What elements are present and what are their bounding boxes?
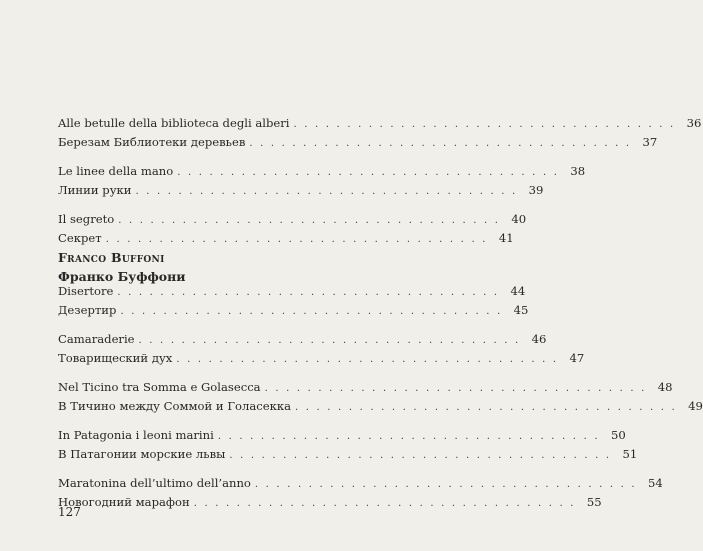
entry-title: В Патагонии морские львы	[58, 447, 226, 461]
entry-title: Березам Библиотеки деревьев	[58, 135, 246, 149]
entry-page: 46	[531, 332, 547, 346]
toc-pair	[58, 282, 529, 320]
toc-pair	[58, 474, 663, 512]
entry-page: 50	[610, 428, 626, 442]
dot-leader: . . . . . . . . . . . . . . . . . . . . . . . . . . . . . . . . . . . .	[293, 119, 676, 130]
entry-page: 44	[510, 284, 526, 298]
dot-leader: . . . . . . . . . . . . . . . . . . . . . . . . . . . . . . . . . . . .	[138, 335, 521, 346]
entry-page: 49	[688, 399, 703, 413]
toc-entry	[58, 397, 703, 416]
toc-block-top	[58, 114, 702, 258]
toc-pair	[58, 210, 527, 248]
entry-page: 39	[528, 183, 544, 197]
entry-page: 55	[586, 495, 602, 509]
author-heading	[58, 248, 186, 286]
entry-page: 36	[686, 116, 702, 130]
entry-page: 41	[498, 231, 514, 245]
entry-title: Nel Ticino tra Somma e Golasecca	[58, 380, 261, 394]
dot-leader: . . . . . . . . . . . . . . . . . . . . . . . . . . . . . . . . . . . .	[264, 383, 647, 394]
entry-title: Disertore	[58, 284, 114, 298]
dot-leader: . . . . . . . . . . . . . . . . . . . . . . . . . . . . . . . . . . . .	[118, 215, 501, 226]
toc-pair	[58, 426, 638, 464]
toc-entry	[58, 282, 526, 301]
entry-page: 38	[570, 164, 586, 178]
entry-page: 47	[569, 351, 585, 365]
entry-page: 37	[642, 135, 658, 149]
dot-leader: . . . . . . . . . . . . . . . . . . . . . . . . . . . . . . . . . . . .	[249, 138, 632, 149]
toc-pair	[58, 330, 585, 368]
toc-entry	[58, 162, 586, 181]
dot-leader: . . . . . . . . . . . . . . . . . . . . . . . . . . . . . . . . . . . .	[254, 479, 637, 490]
toc-entry	[58, 493, 602, 512]
toc-entry	[58, 378, 673, 397]
entry-title: Il segreto	[58, 212, 115, 226]
toc-entry	[58, 114, 702, 133]
dot-leader: . . . . . . . . . . . . . . . . . . . . . . . . . . . . . . . . . . . .	[295, 402, 677, 413]
entry-title: Линии руки	[58, 183, 132, 197]
entry-page: 48	[657, 380, 673, 394]
toc-entry	[58, 301, 529, 320]
toc-pair	[58, 162, 586, 200]
dot-leader: . . . . . . . . . . . . . . . . . . . . . . . . . . . . . . . . . . . .	[177, 167, 560, 178]
entry-title: Новогодний марафон	[58, 495, 190, 509]
toc-entry	[58, 426, 626, 445]
entry-title: Camaraderie	[58, 332, 135, 346]
entry-page: 51	[622, 447, 638, 461]
author-name-russian: Франко Буффони	[58, 269, 186, 284]
toc-block-bottom	[58, 282, 703, 522]
entry-title: Maratonina dell’ultimo dell’anno	[58, 476, 251, 490]
entry-page: 40	[511, 212, 527, 226]
toc-entry	[58, 181, 544, 200]
toc-entry	[58, 133, 658, 152]
toc-entry	[58, 445, 638, 464]
entry-title: Le linee della mano	[58, 164, 174, 178]
toc-pair	[58, 114, 702, 152]
toc-entry	[58, 474, 663, 493]
entry-title: В Тичино между Соммой и Голасекка	[58, 399, 292, 413]
entry-title: Дезертир	[58, 303, 117, 317]
entry-title: In Patagonia i leoni marini	[58, 428, 214, 442]
dot-leader: . . . . . . . . . . . . . . . . . . . . . . . . . . . . . . . . . . . .	[135, 186, 518, 197]
author-name-italian: Franco Buffoni	[58, 250, 165, 265]
dot-leader: . . . . . . . . . . . . . . . . . . . . . . . . . . . . . . . . . . . .	[217, 431, 600, 442]
page-number: 127	[58, 505, 81, 519]
entry-title: Секрет	[58, 231, 102, 245]
dot-leader: . . . . . . . . . . . . . . . . . . . . . . . . . . . . . . . . . . . .	[229, 450, 612, 461]
entry-title: Товарищеский дух	[58, 351, 173, 365]
toc-pair	[58, 378, 703, 416]
toc-entry	[58, 210, 527, 229]
toc-entry	[58, 229, 514, 248]
dot-leader: . . . . . . . . . . . . . . . . . . . . . . . . . . . . . . . . . . . .	[117, 287, 500, 298]
dot-leader: . . . . . . . . . . . . . . . . . . . . . . . . . . . . . . . . . . . .	[120, 306, 503, 317]
entry-page: 45	[513, 303, 529, 317]
toc-entry	[58, 330, 547, 349]
dot-leader: . . . . . . . . . . . . . . . . . . . . . . . . . . . . . . . . . . . .	[105, 234, 488, 245]
dot-leader: . . . . . . . . . . . . . . . . . . . . . . . . . . . . . . . . . . . .	[193, 498, 576, 509]
toc-entry	[58, 349, 585, 368]
entry-title: Alle betulle della biblioteca degli alberi	[58, 116, 290, 130]
entry-page: 54	[648, 476, 663, 490]
dot-leader: . . . . . . . . . . . . . . . . . . . . . . . . . . . . . . . . . . . .	[176, 354, 559, 365]
